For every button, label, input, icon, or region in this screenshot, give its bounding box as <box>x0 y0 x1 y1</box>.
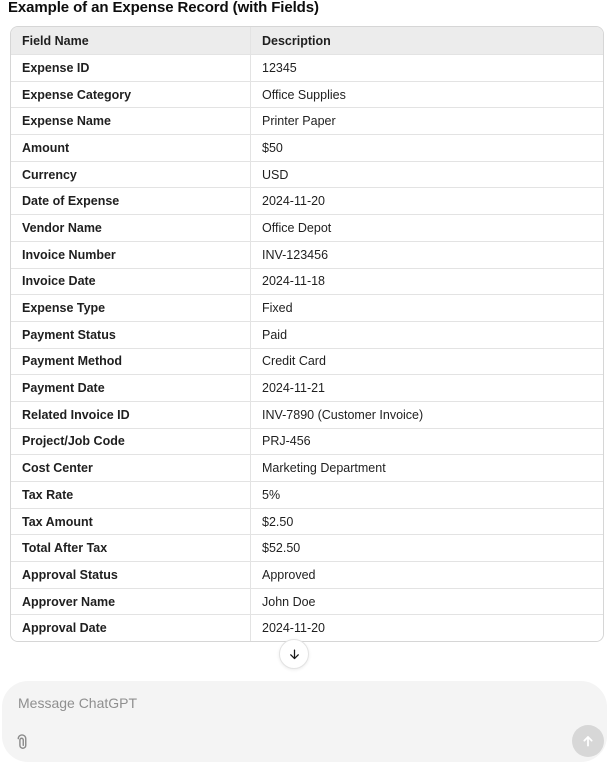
field-name-cell: Tax Rate <box>11 481 251 508</box>
field-name-cell: Payment Date <box>11 374 251 401</box>
field-name-cell: Expense Category <box>11 81 251 108</box>
table-row <box>11 268 603 295</box>
field-name-cell: Cost Center <box>11 454 251 481</box>
description-cell: 12345 <box>251 54 603 81</box>
expense-table <box>11 27 603 641</box>
message-input[interactable] <box>18 695 558 719</box>
field-name-cell: Expense ID <box>11 54 251 81</box>
description-cell: INV-123456 <box>251 241 603 268</box>
table-header <box>11 27 603 54</box>
message-composer <box>2 681 607 762</box>
table-row <box>11 401 603 428</box>
description-cell: $50 <box>251 134 603 161</box>
description-cell: John Doe <box>251 588 603 615</box>
table-row <box>11 321 603 348</box>
table-row <box>11 614 603 641</box>
field-name-cell: Payment Status <box>11 321 251 348</box>
description-cell: 2024-11-20 <box>251 614 603 641</box>
paperclip-icon <box>12 732 32 752</box>
scroll-to-bottom-button[interactable] <box>279 639 309 669</box>
table-row <box>11 81 603 108</box>
description-cell: 2024-11-20 <box>251 187 603 214</box>
field-name-cell: Related Invoice ID <box>11 401 251 428</box>
expense-table-body <box>11 54 603 641</box>
field-name-cell: Invoice Date <box>11 268 251 295</box>
description-cell: INV-7890 (Customer Invoice) <box>251 401 603 428</box>
field-name-cell: Approval Date <box>11 614 251 641</box>
column-header-field-name: Field Name <box>11 27 251 54</box>
field-name-cell: Vendor Name <box>11 214 251 241</box>
column-header-description: Description <box>251 27 603 54</box>
table-row <box>11 187 603 214</box>
description-cell: Office Depot <box>251 214 603 241</box>
description-cell: $52.50 <box>251 534 603 561</box>
description-cell: USD <box>251 161 603 188</box>
field-name-cell: Date of Expense <box>11 187 251 214</box>
description-cell: Fixed <box>251 294 603 321</box>
description-cell: 5% <box>251 481 603 508</box>
table-row <box>11 481 603 508</box>
description-cell: $2.50 <box>251 508 603 535</box>
field-name-cell: Currency <box>11 161 251 188</box>
description-cell: Credit Card <box>251 348 603 375</box>
table-row <box>11 107 603 134</box>
table-row <box>11 534 603 561</box>
attach-file-button[interactable] <box>9 729 35 755</box>
field-name-cell: Approver Name <box>11 588 251 615</box>
table-header-row <box>11 27 603 54</box>
description-cell: 2024-11-21 <box>251 374 603 401</box>
description-cell: 2024-11-18 <box>251 268 603 295</box>
table-row <box>11 561 603 588</box>
field-name-cell: Expense Name <box>11 107 251 134</box>
send-message-button[interactable] <box>572 725 604 757</box>
table-row <box>11 294 603 321</box>
up-arrow-icon <box>580 733 596 749</box>
description-cell: Office Supplies <box>251 81 603 108</box>
description-cell: Paid <box>251 321 603 348</box>
table-row <box>11 54 603 81</box>
field-name-cell: Amount <box>11 134 251 161</box>
table-row <box>11 588 603 615</box>
field-name-cell: Payment Method <box>11 348 251 375</box>
table-row <box>11 161 603 188</box>
down-arrow-icon <box>287 647 302 662</box>
field-name-cell: Tax Amount <box>11 508 251 535</box>
field-name-cell: Invoice Number <box>11 241 251 268</box>
table-row <box>11 508 603 535</box>
expense-table-container <box>10 26 604 642</box>
description-cell: Printer Paper <box>251 107 603 134</box>
table-row <box>11 428 603 455</box>
table-row <box>11 348 603 375</box>
description-cell: PRJ-456 <box>251 428 603 455</box>
table-row <box>11 454 603 481</box>
table-row <box>11 214 603 241</box>
field-name-cell: Approval Status <box>11 561 251 588</box>
description-cell: Approved <box>251 561 603 588</box>
table-row <box>11 134 603 161</box>
table-row <box>11 241 603 268</box>
page-title: Example of an Expense Record (with Fields) <box>8 0 319 16</box>
field-name-cell: Project/Job Code <box>11 428 251 455</box>
description-cell: Marketing Department <box>251 454 603 481</box>
table-row <box>11 374 603 401</box>
field-name-cell: Total After Tax <box>11 534 251 561</box>
field-name-cell: Expense Type <box>11 294 251 321</box>
